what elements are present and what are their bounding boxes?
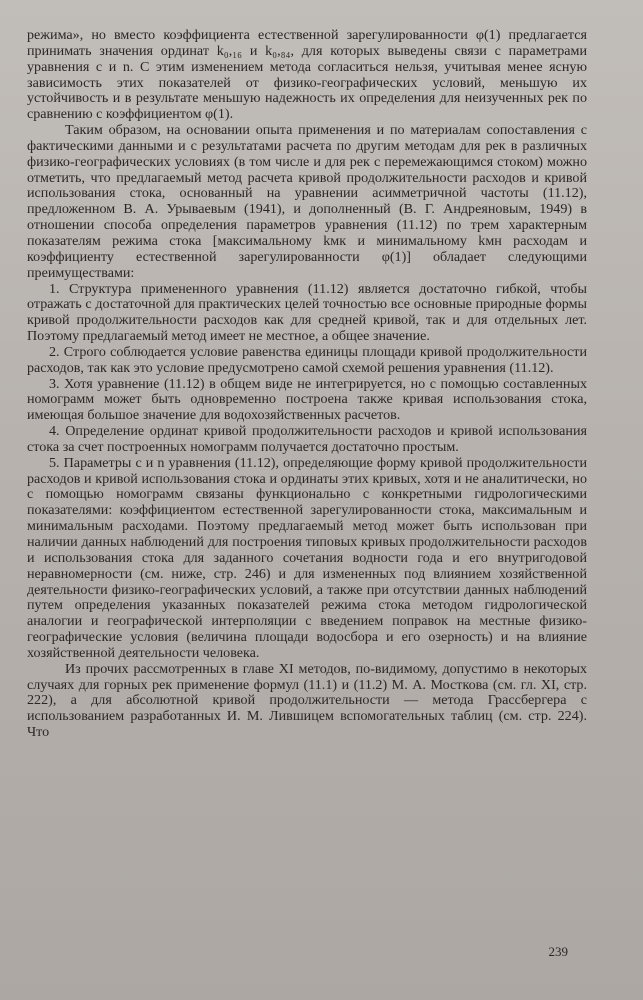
paragraph: Таким образом, на основании опыта применения и по материалам сопоставления с фактическими данными и с результатами расчета по другим методам для рек в различных физико-географических условиях (в том числе и для рек с перемежающимся стоком) можно отметить, что предлагаемый метод расчета кривой продолжительности расходов и кривой использования стока, основанный на уравнении асимметричной частоты (11.12), предложенном В. А. Урываевым (1941), и дополненный (В. Г. Андреяновым, 1949) в отношении способа определения параметров уравнения (11.12) по трем характерным показателям режима стока [максимальному kмк и минимальному kмн расходам и коэффициенту естественной зарегулированности φ(1)] обладает следующими преимуществами: <box>27 122 587 281</box>
list-item: 4. Определение ординат кривой продолжительности расходов и кривой использования стока за счет построенных номограмм получается достаточно простым. <box>27 423 587 455</box>
list-item: 1. Структура примененного уравнения (11.12) является достаточно гибкой, чтобы отражать с достаточной для практических целей точностью все основные природные формы кривой продолжительности расходов как для средней кривой, так и для отдельных лет. Поэтому предлагаемый метод имеет не местное, а общее значение. <box>27 280 587 345</box>
list-item: 5. Параметры c и n уравнения (11.12), определяющие форму кривой продолжительности расходов и кривой использования стока и ординаты этих кривых, хотя и не аналитически, но с помощью номограмм связаны функционально с конкретными гидрологическими показателями: коэффициентом естественной зарегулированности стока, максимальным и минимальным расходами. Поэтому предлагаемый метод может быть использован при наличии данных наблюдений для построения типовых кривых продолжительности расходов и использования стока для заданного сочетания водности года и его внутригодовой неравномерности (см. ниже, стр. 246) и для измененных под влиянием хозяйственной деятельности физико-географических условий, а также при отсутствии данных наблюдений путем определения указанных показателей режима стока методом гидрологической аналогии и географической интерполяции с введением поправок на местные физико-географические условия (величина площади водосбора и его озерность) и на влияние хозяйственной деятельности человека. <box>27 454 587 661</box>
body-text <box>27 28 587 741</box>
page-number: 239 <box>548 944 568 959</box>
list-item: 3. Хотя уравнение (11.12) в общем виде не интегрируется, но с помощью составленных номограмм может быть одновременно построена также кривая использования стока, имеющая большое значение для водохозяйственных расчетов. <box>27 375 587 424</box>
list-item: 2. Строго соблюдается условие равенства единицы площади кривой продолжительности расходов, так как это условие предусмотрено самой схемой решения уравнения (11.12). <box>27 343 587 376</box>
paragraph: режима», но вместо коэффициента естественной зарегулированности φ(1) предлагается принимать значения ординат k₀,₁₆ и k₀,₈₄, для которых выведены связи с параметрами уравнения c и n. С этим изменением метода согласиться нельзя, учитывая менее ясную зависимость этих показателей от физико-географических условий, меньшую их устойчивость и в результате меньшую надежность их определения для неизученных рек по сравнению с коэффициентом φ(1). <box>27 27 587 123</box>
paragraph: Из прочих рассмотренных в главе XI методов, по-видимому, допустимо в некоторых случаях для горных рек применение формул (11.1) и (11.2) М. А. Мосткова (см. гл. XI, стр. 222), а для абсолютной кривой продолжительности — метода Грассбергера с использованием разработанных И. М. Лившицем вспомогательных таблиц (см. стр. 224). Что <box>27 660 587 741</box>
